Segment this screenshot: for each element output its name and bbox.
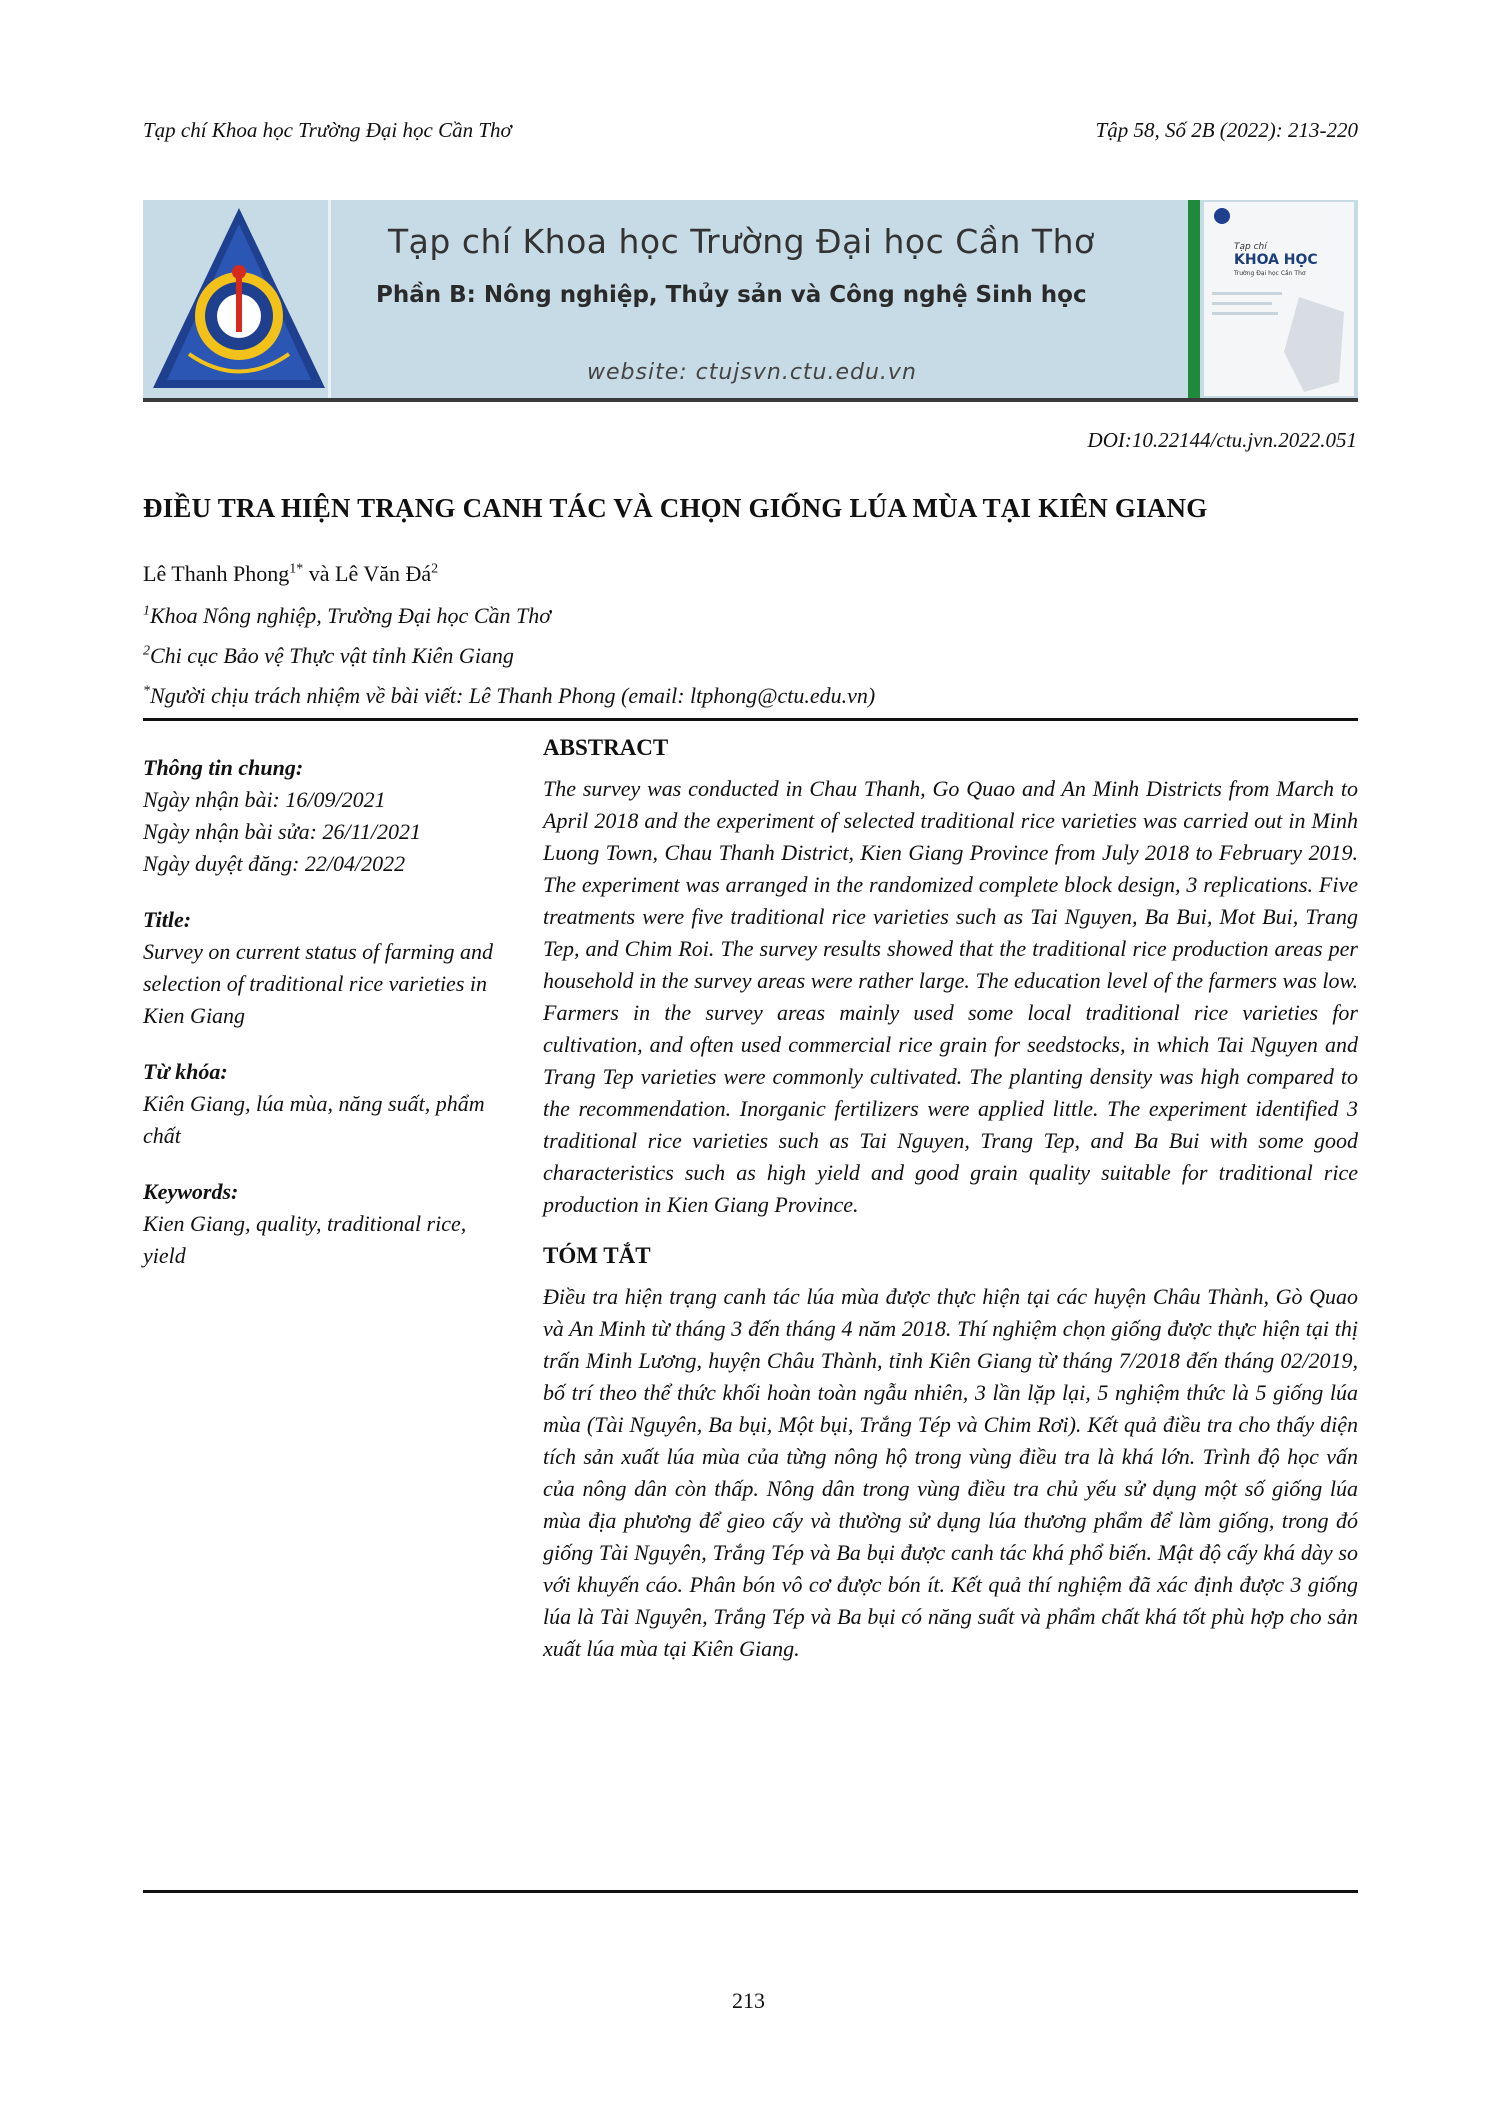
english-title-block [143,904,513,1032]
author-conjunction: và [303,561,336,586]
running-head [143,118,1358,143]
english-title: Survey on current status of farming and selection of traditional rice varieties in Kien Giang [143,939,493,1028]
affiliation-text: Chi cục Bảo vệ Thực vật tỉnh Kiên Giang [150,643,514,668]
affiliation-sup: 2 [143,643,150,659]
affiliation-sup: * [143,683,150,699]
cover-art-icon [1204,202,1354,396]
top-rule [143,718,1358,721]
english-keywords-head: Keywords: [143,1179,239,1204]
authors [143,561,438,587]
article-title: ĐIỀU TRA HIỆN TRẠNG CANH TÁC VÀ CHỌN GIỐNG LÚA MÙA TẠI KIÊN GIANG [143,493,1208,523]
bottom-rule [143,1890,1358,1893]
accepted-date: Ngày duyệt đăng: 22/04/2022 [143,851,406,876]
article-info-column [143,752,513,1296]
author-1: Lê Thanh Phong [143,561,290,586]
tomtat-heading: TÓM TẮT [543,1243,651,1268]
author-2-sup: 2 [431,561,439,577]
affiliation-1 [143,603,551,629]
affiliation-text: Người chịu trách nhiệm về bài viết: Lê Thanh Phong (email: ltphong@ctu.edu.vn) [150,683,876,708]
revised-date: Ngày nhận bài sửa: 26/11/2021 [143,819,422,844]
cover-title: KHOA HỌC [1234,252,1318,268]
general-info-head: Thông tin chung: [143,755,304,780]
doi: DOI:10.22144/ctu.jvn.2022.051 [1087,428,1357,452]
journal-banner [143,200,1358,402]
vietnamese-keywords [143,1056,513,1152]
banner-divider [328,200,331,398]
english-keywords-text: Kien Giang, quality, traditional rice, yield [143,1211,467,1268]
affiliation-2 [143,643,514,669]
author-2: Lê Văn Đá [335,561,432,586]
affiliation-text: Khoa Nông nghiệp, Trường Đại học Cần Thơ [150,603,551,628]
journal-cover-thumbnail [1204,202,1354,396]
general-info [143,752,513,880]
banner-green-bar [1188,200,1200,398]
cover-small-text: Tạp chí [1234,242,1267,252]
abstract-column [543,735,1358,1681]
received-date: Ngày nhận bài: 16/09/2021 [143,787,386,812]
abstract-text: The survey was conducted in Chau Thanh, Go Quao and An Minh Districts from March to April 2018 and the experiment of selected traditional rice varieties was carried out in Minh Luong Town, Chau Thanh District, Kien Giang Province from July 2018 to February 2019. The experiment was arranged in the randomized complete block design, 3 replications. Five treatments were five traditional rice varieties such as Tai Nguyen, Ba Bui, Mot Bui, Trang Tep, and Chim Roi. The survey results showed that the traditional rice production areas per household in the survey areas were rather large. The education level of the farmers was low. Farmers in the survey areas mainly used some local traditional rice varieties for cultivation, and often used commercial rice grain for seedstocks, in which Tai Nguyen and Trang Tep varieties were commonly cultivated. The planting density was high compared to the recommendation. Inorganic fertilizers were applied little. The experiment identified 3 traditional rice varieties such as Tai Nguyen, Trang Tep, and Ba Bui with some good characteristics such as high yield and good grain quality suitable for traditional rice production in Kien Giang Province. [543,776,1358,1217]
vietnamese-keywords-head: Từ khóa: [143,1059,228,1084]
corresponding-author [143,683,875,709]
banner-section: Phần B: Nông nghiệp, Thủy sản và Công nghệ Sinh học [376,282,1087,308]
vietnamese-keywords-text: Kiên Giang, lúa mùa, năng suất, phẩm chất [143,1091,485,1148]
affiliation-sup: 1 [143,603,150,619]
english-keywords [143,1176,513,1272]
abstract-heading: ABSTRACT [543,735,669,760]
english-title-head: Title: [143,907,192,932]
university-logo [149,204,329,392]
page-number: 213 [732,1988,765,2013]
tomtat-text: Điều tra hiện trạng canh tác lúa mùa được thực hiện tại các huyện Châu Thành, Gò Quao và An Minh từ tháng 3 đến tháng 4 năm 2018. Thí nghiệm chọn giống được thực hiện tại thị trấn Minh Lương, huyện Châu Thành, tỉnh Kiên Giang từ tháng 7/2018 đến tháng 02/2019, bố trí theo thể thức khối hoàn toàn ngẫu nhiên, 3 lần lặp lại, 5 nghiệm thức là 5 giống lúa mùa (Tài Nguyên, Ba bụi, Một bụi, Trắng Tép và Chim Rơi). Kết quả điều tra cho thấy diện tích sản xuất lúa mùa của từng nông hộ trong vùng điều tra là khá lớn. Trình độ học vấn của nông dân còn thấp. Nông dân trong vùng điều tra chủ yếu sử dụng một số giống lúa mùa địa phương để gieo cấy và thường sử dụng lúa thương phẩm để làm giống, trong đó giống Tài Nguyên, Trắng Tép và Ba bụi được canh tác khá phổ biến. Mật độ cấy khá dày so với khuyến cáo. Phân bón vô cơ được bón ít. Kết quả thí nghiệm đã xác định được 3 giống lúa là Tài Nguyên, Trắng Tép và Ba bụi có năng suất và phẩm chất khá tốt phù hợp cho sản xuất lúa mùa tại Kiên Giang. [543,1284,1358,1661]
banner-website: website: ctujsvn.ctu.edu.vn [587,360,917,385]
banner-title: Tạp chí Khoa học Trường Đại học Cần Thơ [388,222,1095,261]
volume-info: Tập 58, Số 2B (2022): 213-220 [1095,118,1358,142]
author-1-sup: 1* [289,561,304,577]
journal-name: Tạp chí Khoa học Trường Đại học Cần Thơ [143,118,512,142]
cover-subtitle: Trường Đại học Cần Thơ [1234,270,1306,277]
